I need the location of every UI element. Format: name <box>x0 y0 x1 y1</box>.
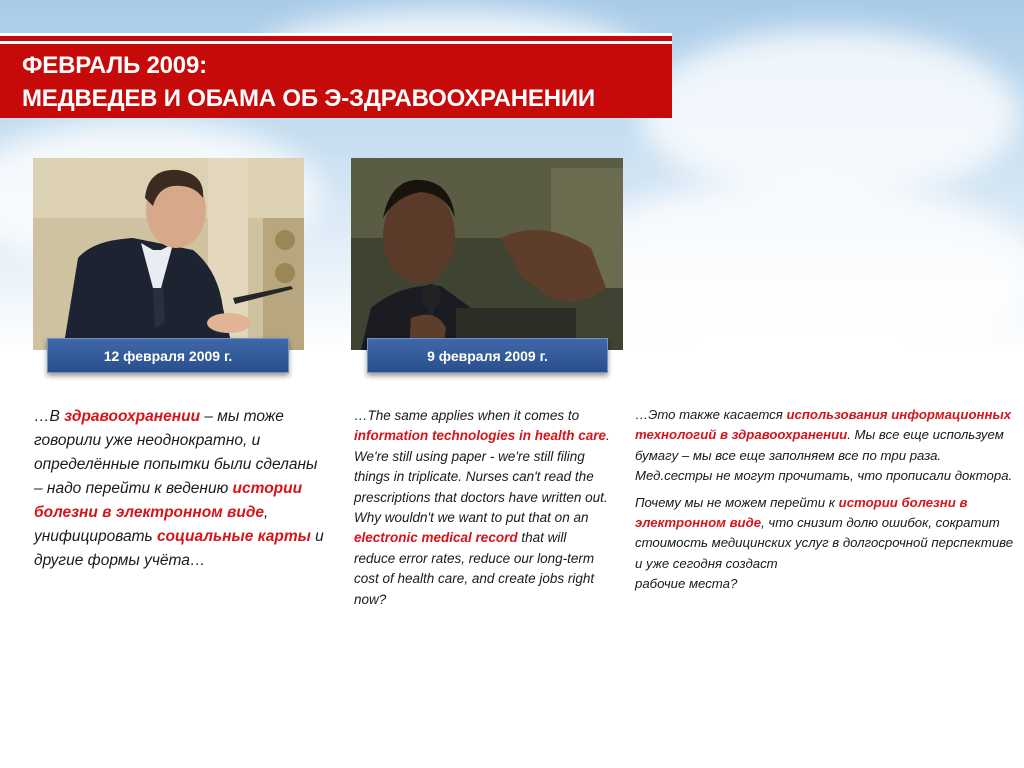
quote-text: , унифицировать <box>34 504 269 545</box>
quote-highlight: истории болезни в электронном виде <box>635 494 968 531</box>
cloud <box>560 180 1024 370</box>
date-badge-medvedev: 12 февраля 2009 г. <box>47 338 289 373</box>
quote-text: . We're still using paper - we're still filing things in triplicate. Nurses can't read the prescriptions that doctors have written out. Why wouldn't we want to put that on an <box>354 428 610 526</box>
obama-quote-russian <box>635 405 1017 595</box>
quote-text: рабочие места? <box>635 576 738 592</box>
quote-text: …В <box>34 408 65 425</box>
quote-text: и уже сегодня создаст <box>635 555 778 571</box>
quote-text: that will reduce error rates, reduce our long-term cost of health care, and create jobs right now? <box>354 530 595 607</box>
quote-text: . Мы все еще используем бумагу – мы все еще заполняем все по три раза. Мед.сестры не могут прочитать, что прописали доктора. <box>635 427 1013 484</box>
title-line-2: МЕДВЕДЕВ И ОБАМА ОБ Э-ЗДРАВООХРАНЕНИИ <box>22 85 595 112</box>
quote-highlight: здравоохранении <box>64 408 201 425</box>
banner-stripe <box>0 33 672 36</box>
quote-highlight: социальные карты <box>156 528 311 545</box>
quote-highlight: electronic medical record <box>354 530 518 546</box>
medvedev-photo <box>33 158 304 350</box>
quote-highlight: information technologies in health care <box>354 428 607 444</box>
title-line-1: ФЕВРАЛЬ 2009: <box>22 52 207 79</box>
banner-stripe <box>0 41 672 44</box>
quote-text: …Это также касается <box>635 407 787 422</box>
quote-highlight: использования информационных технологий в здравоохранении <box>635 407 1012 443</box>
quote-paragraph-2 <box>635 493 1017 595</box>
medvedev-quote <box>34 405 326 573</box>
quote-text: и другие формы учёта… <box>34 528 324 569</box>
obama-quote-english <box>354 406 610 610</box>
quote-highlight: истории болезни в электронном виде <box>34 480 303 521</box>
obama-photo <box>351 158 623 350</box>
date-badge-obama: 9 февраля 2009 г. <box>367 338 608 373</box>
quote-text: – мы тоже говорили уже неоднократно, и определённые попытки были сделаны – надо перейти к ведению <box>34 408 318 497</box>
quote-text: , что снизит долю ошибок, сократит стоимость медицинских услуг в долгосрочной перспективе <box>635 515 1014 551</box>
quote-text: Почему мы не можем перейти к <box>635 494 839 510</box>
cloud <box>640 30 1020 200</box>
title-banner <box>0 33 672 118</box>
quote-paragraph-1 <box>635 405 1017 487</box>
quote-text: …The same applies when it comes to <box>354 408 580 423</box>
